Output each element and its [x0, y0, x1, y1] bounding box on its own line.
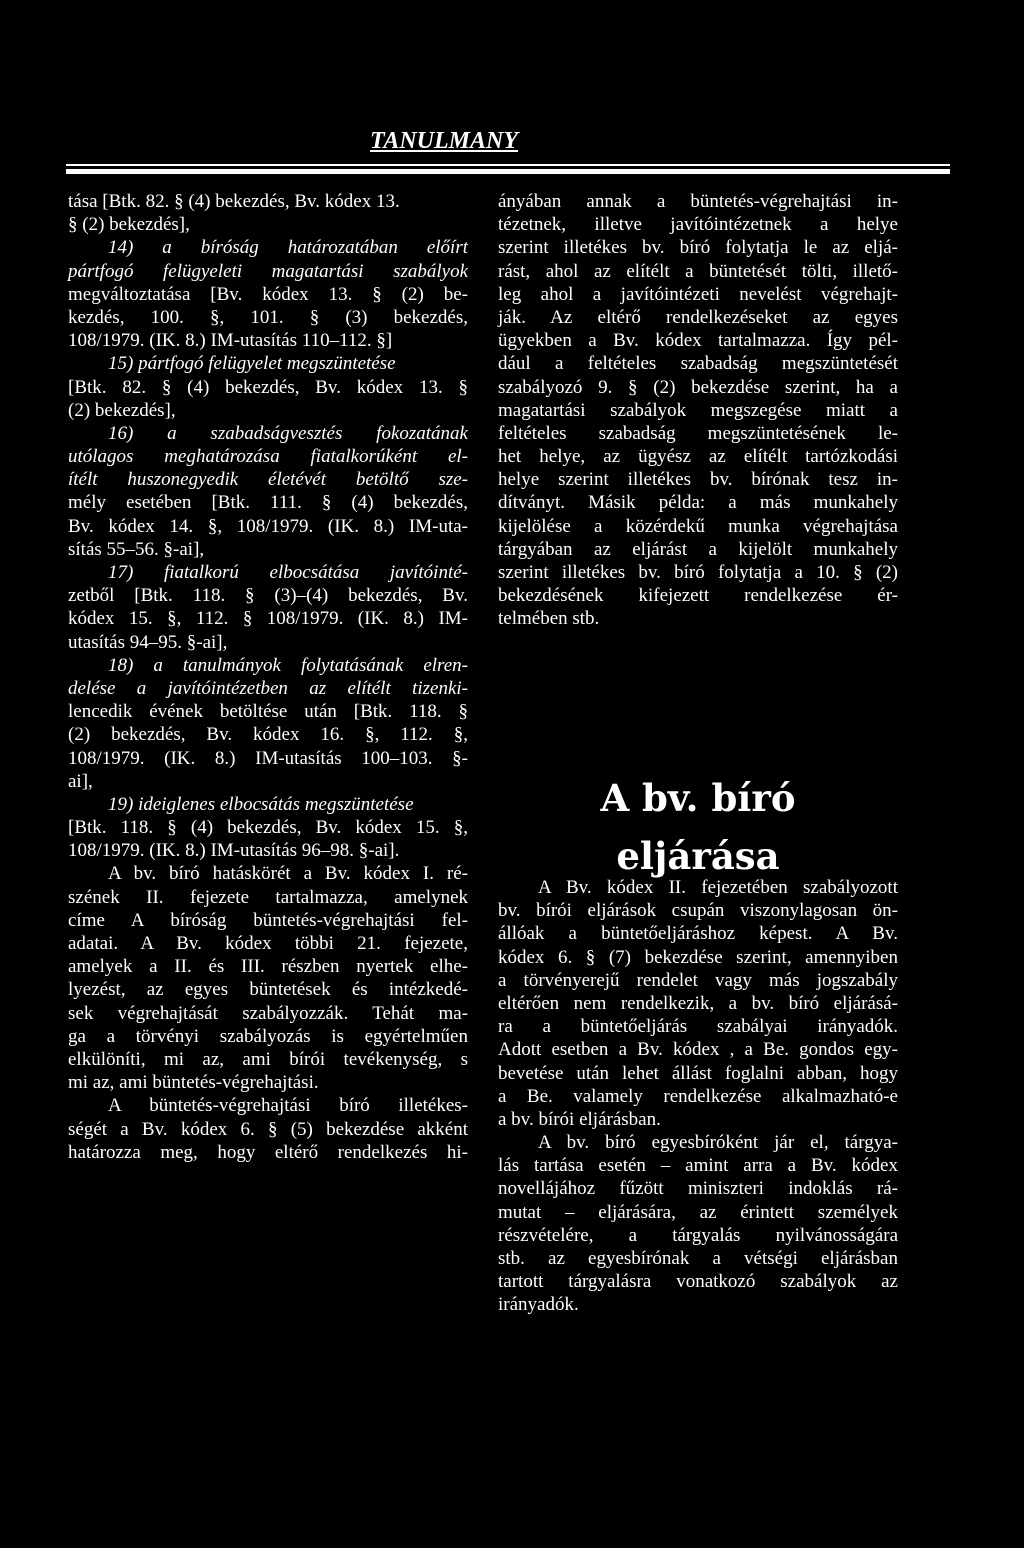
- text-line: szének II. fejezete tartalmazza, amelynek: [68, 886, 468, 908]
- text-line: 108/1979. (IK. 8.) IM-utasítás 100–103. §-: [68, 747, 468, 769]
- text-line: (2) bekezdés, Bv. kódex 16. §, 112. §,: [68, 724, 468, 746]
- text-line: lyezést, az egyes büntetések és intézkedé-: [68, 979, 468, 1001]
- text-line: részvételére, a tárgyalás nyilvánosságára: [498, 1224, 898, 1246]
- right-column: [498, 190, 898, 631]
- text-line: megváltoztatása [Bv. kódex 13. § (2) be-: [68, 283, 468, 305]
- text-line: helye szerint illetékes bv. bírónak tesz in-: [498, 469, 898, 491]
- text-line: tárgyában az eljárást a kijelölt munkahely: [498, 538, 898, 560]
- text-line: kijelölése a közérdekű munka végrehajtása: [498, 515, 898, 537]
- text-line: amelyek a II. és III. részben nyertek elhe-: [68, 956, 468, 978]
- text-line: 108/1979. (IK. 8.) IM-utasítás 96–98. §-ai].: [68, 840, 400, 862]
- text-line: a bv. bírói eljárásban.: [498, 1108, 661, 1130]
- text-line: 18) a tanulmányok folytatásának elren-: [108, 654, 468, 676]
- page-header: [0, 128, 1024, 178]
- text-line: leg ahol a javítóintézeti nevelést végrehajt-: [498, 283, 898, 305]
- text-line: telmében stb.: [498, 608, 600, 630]
- text-line: feltételes szabadság megszüntetésének le-: [498, 422, 898, 444]
- text-line: ai],: [68, 770, 93, 792]
- text-line: a törvényerejű rendelet vagy más jogszabály: [498, 969, 898, 991]
- text-line: bevetése után lehet állást foglalni abban, hogy: [498, 1062, 898, 1084]
- text-line: 108/1979. (IK. 8.) IM-utasítás 110–112. §]: [68, 330, 393, 352]
- text-line: ítélt huszonegyedik életévét betöltő sze-: [68, 469, 468, 491]
- text-line: bv. bírói eljárások csupán viszonylagosan ön-: [498, 900, 898, 922]
- text-line: a Be. valamely rendelkezése alkalmazható-e: [498, 1085, 898, 1107]
- text-line: 19) ideiglenes elbocsátás megszüntetése: [108, 793, 414, 815]
- text-line: mutat – eljárására, az érintett személyek: [498, 1201, 898, 1223]
- text-line: Adott esetben a Bv. kódex , a Be. gondos egy-: [498, 1039, 898, 1061]
- text-line: utasítás 94–95. §-ai],: [68, 631, 228, 653]
- text-line: 16) a szabadságvesztés fokozatának: [108, 422, 468, 444]
- text-line: kezdés, 100. §, 101. § (3) bekezdés,: [68, 306, 468, 328]
- text-line: szabályozó 9. § (2) bekezdése szerint, ha a: [498, 376, 898, 398]
- text-line: magatartási szabályok megszegése miatt a: [498, 399, 898, 421]
- text-line: dául a feltételes szabadság megszüntetését: [498, 353, 898, 375]
- text-line: stb. az egyesbírónak a vétségi eljárásban: [498, 1248, 898, 1269]
- text-line: novellájához fűzött miniszteri indoklás rá-: [498, 1178, 898, 1200]
- heading-line-1: A bv. bíró: [600, 776, 796, 820]
- text-line: 14) a bíróság határozatában előírt: [108, 237, 468, 259]
- section-title: TANULMANY: [370, 128, 519, 154]
- text-line: 17) fiatalkorú elbocsátása javítóinté-: [108, 562, 468, 583]
- text-line: utólagos meghatározása fiatalkorúként el-: [68, 446, 468, 468]
- text-line: ga a törvényi szabályozás is egyértelműen: [68, 1025, 468, 1047]
- text-line: ségét a Bv. kódex 6. § (5) bekezdése akként: [68, 1118, 468, 1140]
- text-line: A bv. bíró egyesbíróként jár el, tárgya-: [538, 1132, 898, 1154]
- text-line: sítás 55–56. §-ai],: [68, 538, 205, 560]
- text-line: dítványt. Másik példa: a más munkahely: [498, 492, 898, 514]
- text-line: delése a javítóintézetben az elítélt tizenki-: [68, 677, 468, 699]
- text-line: elkülöníti, mi az, ami bírói tevékenység, s: [68, 1048, 468, 1070]
- text-line: 15) pártfogó felügyelet megszüntetése: [108, 353, 396, 375]
- text-line: [Btk. 118. § (4) bekezdés, Bv. kódex 15. §,: [68, 817, 468, 839]
- text-line: lás tartása esetén – amint arra a Bv. kódex: [498, 1155, 898, 1177]
- text-line: mi az, ami büntetés-végrehajtási.: [68, 1072, 319, 1094]
- text-line: adatai. A Bv. kódex többi 21. fejezete,: [68, 933, 468, 954]
- text-line: határozza meg, hogy eltérő rendelkezés hi-: [68, 1141, 468, 1163]
- text-line: eltérően nem rendelkezik, a bv. bíró eljárásá-: [498, 992, 898, 1014]
- text-line: A büntetés-végrehajtási bíró illetékes-: [108, 1095, 468, 1117]
- text-line: zetből [Btk. 118. § (3)–(4) bekezdés, Bv.: [68, 585, 468, 607]
- text-line: sek végrehajtását szabályozzák. Tehát ma-: [68, 1002, 468, 1024]
- text-line: tartott tárgyalásra vonatkozó szabályok az: [498, 1271, 898, 1293]
- text-line: állóak a büntetőeljáráshoz képest. A Bv.: [498, 923, 898, 945]
- text-line: het helye, az ügyész az elítélt tartózkodási: [498, 446, 898, 468]
- text-line: ányában annak a büntetés-végrehajtási in-: [498, 191, 898, 212]
- text-line: rást, ahol az elítélt a büntetését tölti, illető-: [498, 260, 898, 282]
- text-line: kódex 15. §, 112. § 108/1979. (IK. 8.) IM-: [68, 608, 468, 630]
- right-column-continued: [498, 876, 898, 1317]
- text-line: bekezdésének kifejezett rendelkezése ér-: [498, 585, 898, 607]
- section-heading: [498, 769, 898, 885]
- text-line: szerint illetékes bv. bíró folytatja le az eljá-: [498, 237, 898, 259]
- text-line: [Btk. 82. § (4) bekezdés, Bv. kódex 13. §: [68, 376, 468, 398]
- text-line: kódex 6. § (7) bekezdése szerint, amennyiben: [498, 946, 898, 968]
- header-rule-thick: [66, 169, 950, 174]
- text-line: tézetnek, illetve javítóintézetnek a helye: [498, 214, 898, 236]
- text-line: mély esetében [Btk. 111. § (4) bekezdés,: [68, 492, 468, 514]
- text-line: § (2) bekezdés],: [68, 214, 190, 236]
- left-column: [68, 190, 468, 1164]
- text-line: tása [Btk. 82. § (4) bekezdés, Bv. kódex 13.: [68, 191, 400, 212]
- text-line: lencedik évének betöltése után [Btk. 118. §: [68, 701, 468, 723]
- text-line: Bv. kódex 14. §, 108/1979. (IK. 8.) IM-uta-: [68, 515, 468, 537]
- text-line: címe A bíróság büntetés-végrehajtási fel-: [68, 909, 468, 931]
- text-line: A bv. bíró hatáskörét a Bv. kódex I. ré-: [108, 863, 468, 885]
- text-line: szerint illetékes bv. bíró folytatja a 10. § (2): [498, 562, 898, 583]
- text-line: (2) bekezdés],: [68, 399, 176, 421]
- text-line: pártfogó felügyeleti magatartási szabályok: [68, 260, 468, 282]
- text-line: irányadók.: [498, 1294, 579, 1316]
- text-line: ügyekben a Bv. kódex tartalmazza. Így pél-: [498, 330, 898, 352]
- header-rule-thin: [66, 164, 950, 166]
- text-line: ra a büntetőeljárás szabályai irányadók.: [498, 1016, 898, 1038]
- heading-line-2: eljárása: [616, 834, 780, 878]
- text-line: A Bv. kódex II. fejezetében szabályozott: [538, 877, 898, 898]
- text-line: ják. Az eltérő rendelkezéseket az egyes: [498, 306, 898, 328]
